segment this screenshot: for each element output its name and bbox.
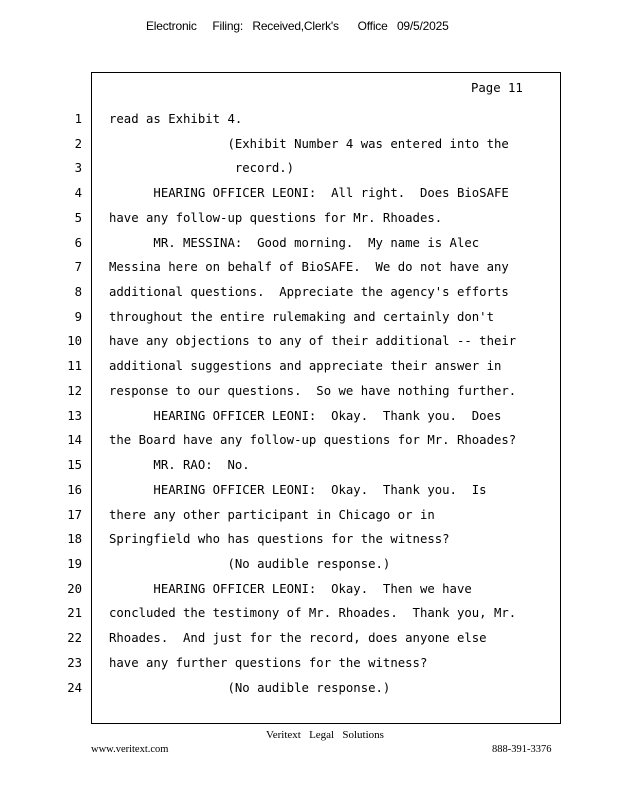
line-number: 4	[74, 186, 82, 201]
line-number: 14	[67, 433, 82, 448]
transcript-line: HEARING OFFICER LEONI: Okay. Thank you. Does	[109, 408, 502, 423]
footer-phone: 888-391-3376	[492, 744, 552, 755]
transcript-line: have any further questions for the witness?	[109, 655, 428, 670]
line-number: 23	[67, 655, 82, 670]
line-number: 18	[67, 532, 82, 547]
transcript-line: the Board have any follow-up questions for Mr. Rhoades?	[109, 433, 517, 448]
page-number: Page 11	[471, 81, 523, 95]
transcript-line: Springfield who has questions for the witness?	[109, 532, 450, 547]
transcript-line: (No audible response.)	[109, 680, 391, 695]
line-number: 8	[74, 285, 82, 300]
line-number: 13	[67, 408, 82, 423]
line-number: 20	[67, 581, 82, 596]
line-number: 12	[67, 383, 82, 398]
line-number: 7	[74, 260, 82, 275]
transcript-line: additional suggestions and appreciate their answer in	[109, 359, 502, 374]
line-number: 11	[67, 359, 82, 374]
transcript-line: MR. MESSINA: Good morning. My name is Alec	[109, 235, 480, 250]
transcript-line: concluded the testimony of Mr. Rhoades. Thank you, Mr.	[109, 606, 517, 621]
transcript-line: response to our questions. So we have nothing further.	[109, 383, 517, 398]
transcript-line: there any other participant in Chicago or in	[109, 507, 435, 522]
transcript-line: throughout the entire rulemaking and certainly don't	[109, 309, 494, 324]
transcript-line: (No audible response.)	[109, 556, 391, 571]
transcript-line: HEARING OFFICER LEONI: Okay. Thank you. Is	[109, 482, 487, 497]
line-number: 21	[67, 606, 82, 621]
transcript-line: Rhoades. And just for the record, does anyone else	[109, 631, 487, 646]
line-number: 19	[67, 556, 82, 571]
line-number: 24	[67, 680, 82, 695]
line-number: 22	[67, 631, 82, 646]
line-number: 9	[74, 309, 82, 324]
line-number: 1	[74, 112, 82, 126]
transcript-line: record.)	[109, 161, 295, 176]
transcript-line: have any objections to any of their additional -- their	[109, 334, 517, 349]
line-number: 6	[74, 235, 82, 250]
line-number: 2	[74, 136, 82, 151]
transcript-line: have any follow-up questions for Mr. Rhoades.	[109, 210, 443, 225]
line-number: 16	[67, 482, 82, 497]
line-number: 10	[67, 334, 82, 349]
footer-company: Veritext Legal Solutions	[266, 729, 384, 741]
line-number: 17	[67, 507, 82, 522]
footer-website: www.veritext.com	[91, 744, 169, 755]
filing-stamp: Electronic Filing: Received,Clerk's Office 09/5/2025	[146, 19, 449, 33]
transcript-line: HEARING OFFICER LEONI: All right. Does BioSAFE	[109, 186, 509, 201]
transcript-line: Messina here on behalf of BioSAFE. We do not have any	[109, 260, 509, 275]
line-number: 3	[74, 161, 82, 176]
transcript-line: MR. RAO: No.	[109, 458, 250, 473]
transcript-line: read as Exhibit 4.	[109, 112, 243, 126]
transcript-line: (Exhibit Number 4 was entered into the	[109, 136, 509, 151]
line-number: 5	[74, 210, 82, 225]
transcript-line: additional questions. Appreciate the agency's efforts	[109, 285, 509, 300]
transcript-line: HEARING OFFICER LEONI: Okay. Then we have	[109, 581, 472, 596]
line-number: 15	[67, 458, 82, 473]
